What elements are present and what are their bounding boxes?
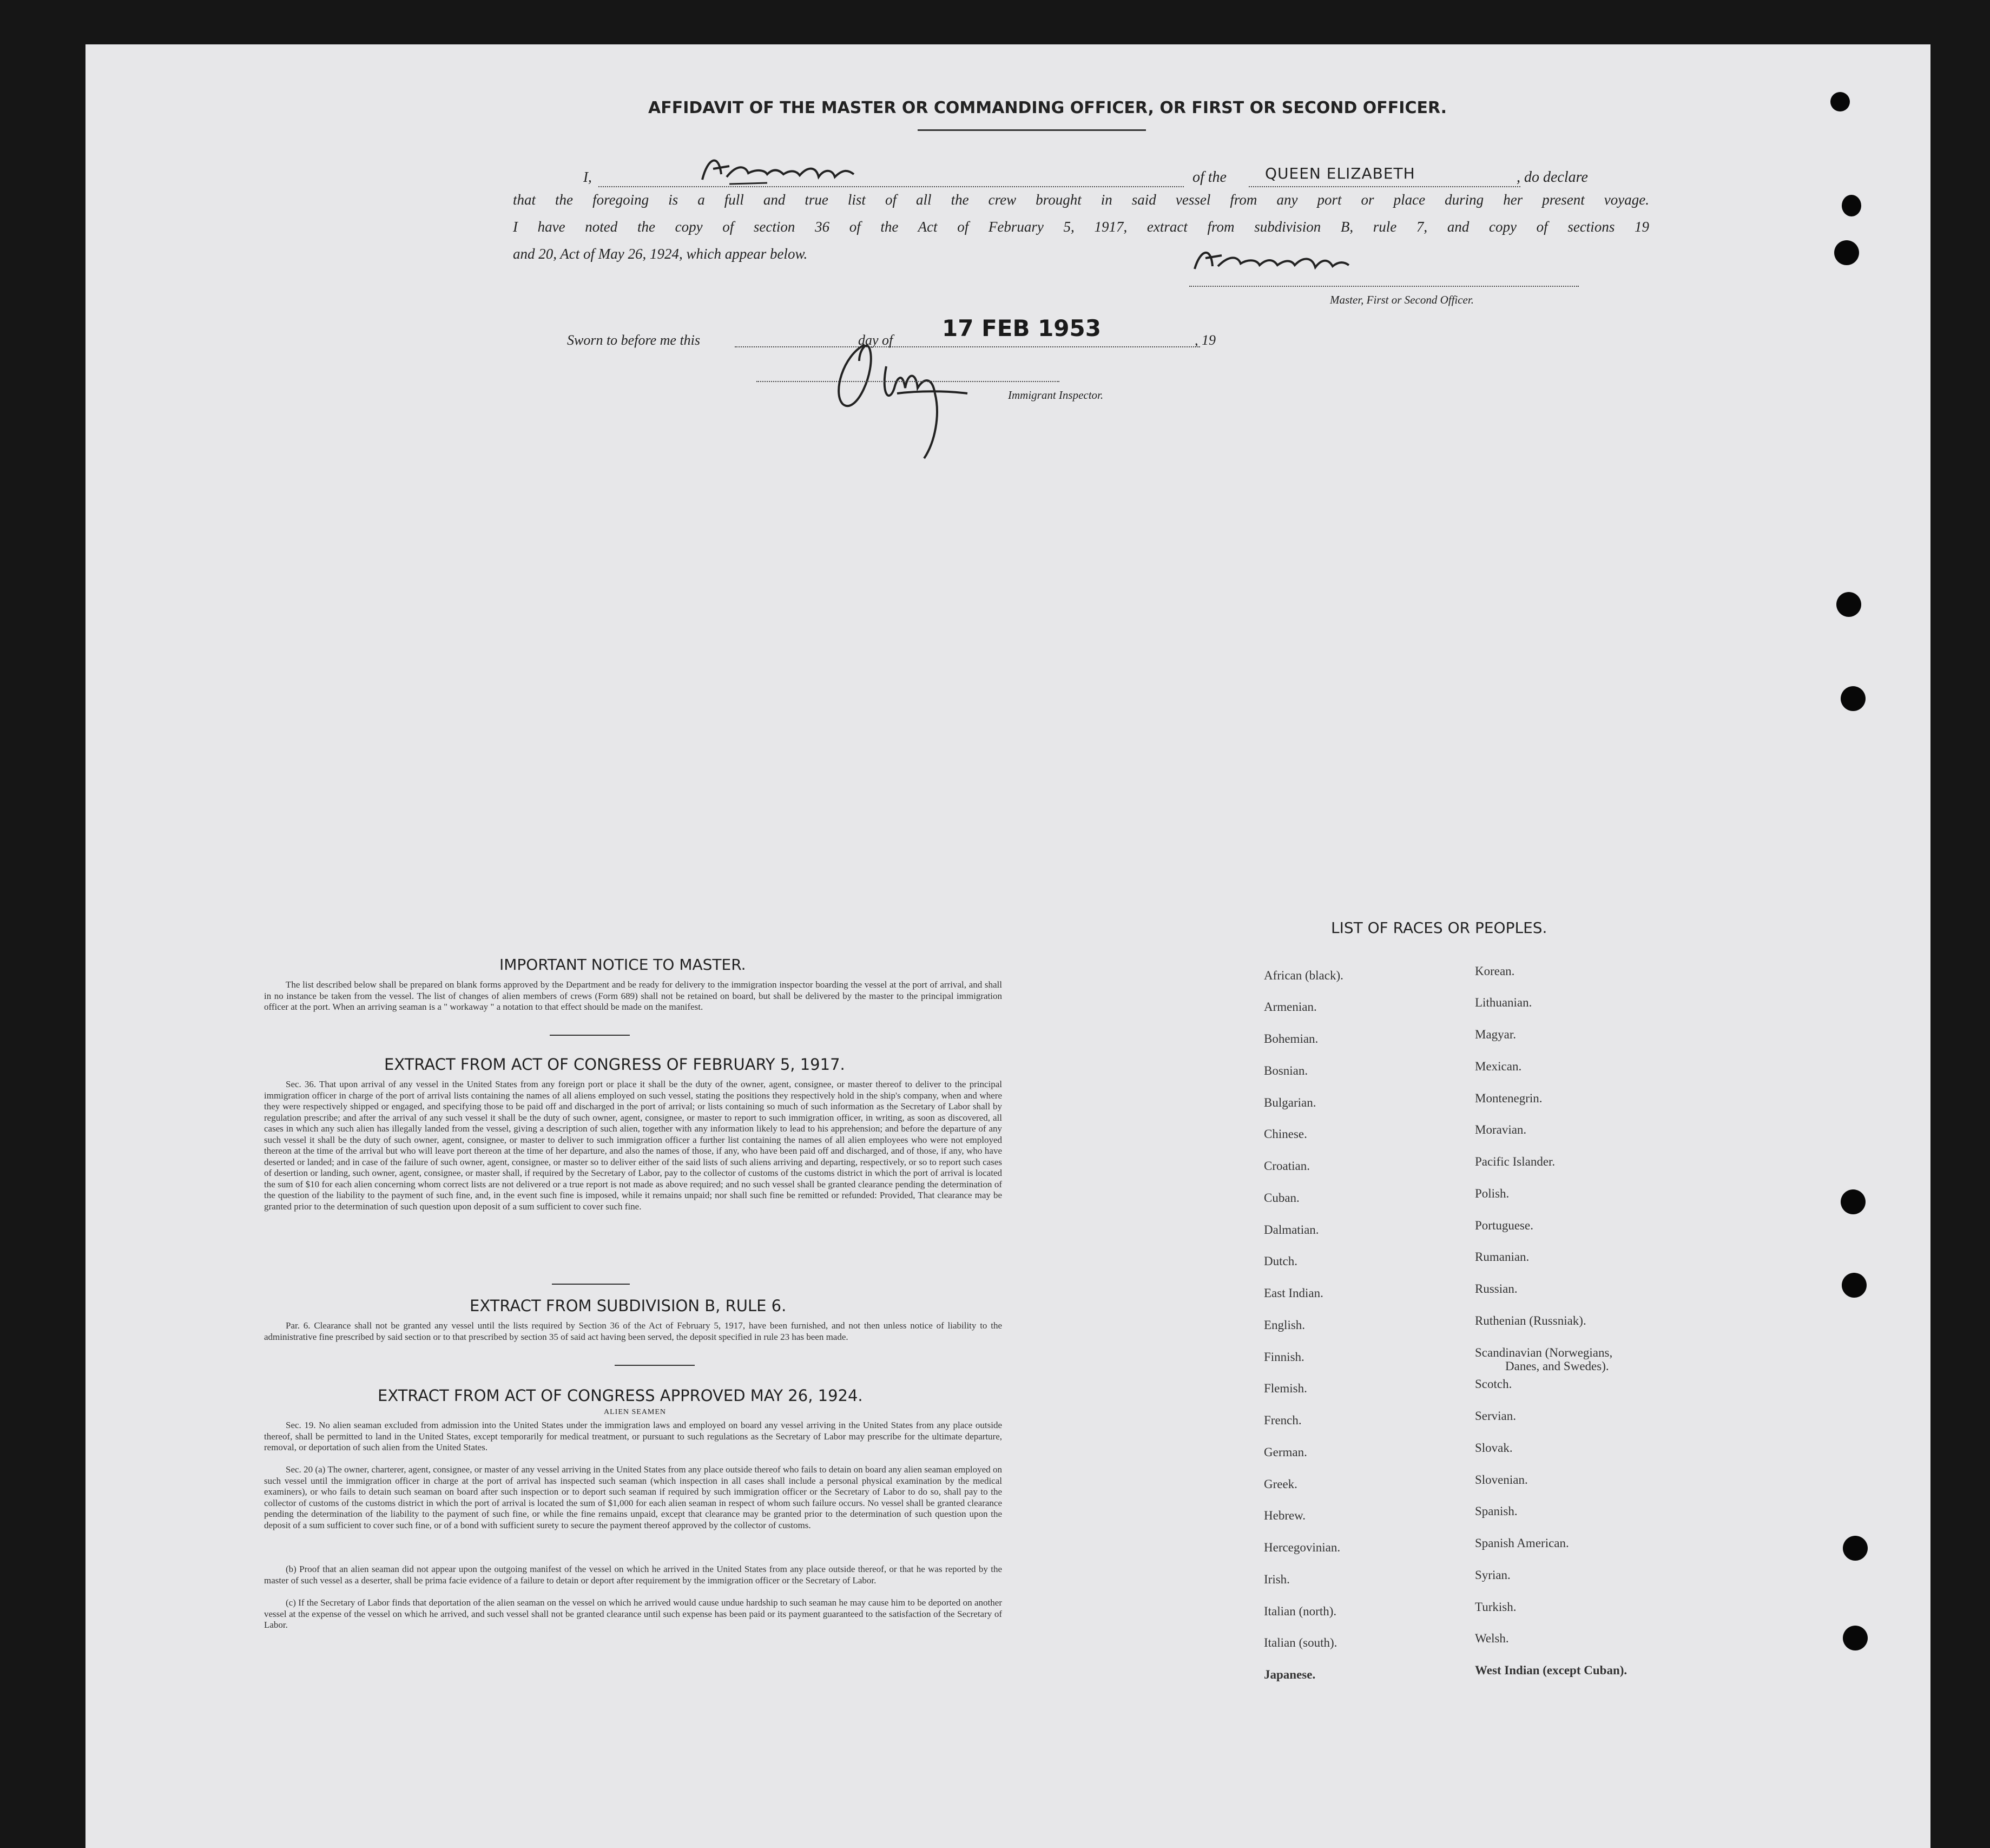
divider — [552, 1284, 630, 1285]
day-of: day of — [858, 332, 893, 348]
race-item: Servian. — [1475, 1409, 1517, 1423]
race-item: Japanese. — [1264, 1668, 1316, 1681]
extract-1917-body: Sec. 36. That upon arrival of any vessel in the United States from any foreign port or place it shall be the duty of the owner, agent, consignee, or master thereof to deliver to the principal immigration officer in charge of the port of arrival lists containing the names of all aliens employed on such vessel, stating the positions they respectively hold in the ship's company, when and where they were respectively shipped or engaged, and specifying those to be paid off and discharged in the port of arrival; or lists containing so much of such information as the Secretary of Labor shall by regulation prescribe; and after the arrival of any such vessel it shall be the duty of such owner, agent, consignee, or master to report to such immigration officer, in writing, as soon as discovered, all cases in which any such alien has illegally landed from the vessel, giving a description of such alien, together with any information likely to lead to his apprehension; and before the departure of any such vessel it shall be the duty of such owner, agent, consignee, or master to deliver to such immigration officer a further list containing the names of all alien employees who were not employed thereon at the time of the arrival but who will leave port thereon at the time of her departure, and also the names of those, if any, who have been paid off and discharged, and of those, if any, who have deserted or landed; and in case of the failure of such owner, agent, consignee, or master so to deliver either of the said lists of such aliens arriving and departing, respectively, or so to report such cases of desertion or landing, such owner, agent, consignee, or master shall, if required by the Secretary of Labor, pay to the collector of customs of the customs district in which the port of arrival is located the sum of $10 for each alien concerning whom correct lists are not delivered or a true report is not made as above required; and no such vessel shall be granted clearance pending the determination of the question of the liability to the payment of such fine, and, in the event such fine is imposed, while it remains unpaid; nor shall such fine be remitted or refunded: Provided, That clearance may be granted prior to the determination of such question upon deposit of a sum sufficient to cover such fine. — [264, 1079, 1002, 1212]
race-item: Ruthenian (Russniak). — [1475, 1314, 1586, 1327]
race-item: Turkish. — [1475, 1600, 1517, 1614]
race-item: Dalmatian. — [1264, 1223, 1319, 1237]
race-item: Dutch. — [1264, 1254, 1297, 1268]
binder-hole — [1843, 1536, 1868, 1561]
race-item: Danes, and Swedes). — [1505, 1359, 1609, 1373]
notice-body: The list described below shall be prepared on blank forms approved by the Department and be ready for delivery to the immigration inspector boarding the vessel at the port of arrival, and shall in no instance be taken from the vessel. The list of changes of alien members of crews (Form 689) shall not be retained on board, but shall be delivered by the master to the principal immigration officer at the port. When an arriving seaman is a " workaway " a notation to that effect should be made on the manifest. — [264, 979, 1002, 1012]
race-item: Chinese. — [1264, 1127, 1307, 1141]
affidavit-i: I, — [583, 169, 592, 185]
extract-1924-sec19: Sec. 19. No alien seaman excluded from admission into the United States under the immigration laws and employed on board any vessel arriving in the United States from any place outside thereof, shall be permitted to land in the United States, except temporarily for medical treatment, or pursuant to such regulations as the Secretary of Labor may prescribe for the ultimate departure, removal, or deportation of such alien from the United States. — [264, 1420, 1002, 1452]
race-item: Armenian. — [1264, 1000, 1317, 1014]
races-right-column — [1475, 964, 1756, 1722]
race-item: Finnish. — [1264, 1350, 1304, 1364]
race-item: East Indian. — [1264, 1286, 1323, 1300]
race-item: Montenegrin. — [1475, 1091, 1543, 1105]
extract-1917-title: EXTRACT FROM ACT OF CONGRESS OF FEBRUARY 5, 1917. — [384, 1055, 845, 1074]
master-signature — [1187, 239, 1511, 288]
race-item: Portuguese. — [1475, 1219, 1533, 1232]
affidavit-of-the: of the — [1192, 169, 1227, 186]
affidavit-line2: that the foregoing is a full and true list of all the crew brought in said vessel from any port or place during her present voyage. — [513, 192, 1649, 208]
binder-hole — [1836, 592, 1861, 617]
race-item: Flemish. — [1264, 1382, 1307, 1395]
race-item: Hercegovinian. — [1264, 1541, 1341, 1554]
race-item: Mexican. — [1475, 1060, 1522, 1073]
inspector-caption: Immigrant Inspector. — [1008, 389, 1104, 402]
race-item: Pacific Islander. — [1475, 1155, 1556, 1168]
binder-hole — [1842, 195, 1861, 216]
extract-1924-subtitle: ALIEN SEAMEN — [604, 1408, 667, 1416]
race-item: Scandinavian (Norwegians, — [1475, 1346, 1613, 1359]
race-item: Lithuanian. — [1475, 996, 1532, 1009]
race-item: German. — [1264, 1445, 1307, 1459]
race-item: Cuban. — [1264, 1191, 1300, 1205]
race-item: Bosnian. — [1264, 1064, 1308, 1077]
affidavit-line4: and 20, Act of May 26, 1924, which appear below. — [513, 246, 808, 262]
race-item: Bohemian. — [1264, 1032, 1319, 1045]
extract-1924-sec20b: (b) Proof that an alien seaman did not appear upon the outgoing manifest of the vessel on which he arrived in the United States from any place outside thereof, or that he was reported by the master of such vessel as a deserter, shall be prima facie evidence of a failure to detain or deport after requirement by the immigration officer or the Secretary of Labor. — [264, 1564, 1002, 1586]
affidavit-do-declare: , do declare — [1517, 169, 1588, 186]
race-item: African (black). — [1264, 969, 1343, 982]
vessel-name: QUEEN ELIZABETH — [1265, 165, 1415, 182]
binder-hole — [1842, 1273, 1867, 1298]
race-item: English. — [1264, 1318, 1306, 1332]
race-item: Syrian. — [1475, 1568, 1511, 1582]
extract-1924-title: EXTRACT FROM ACT OF CONGRESS APPROVED MAY 26, 1924. — [378, 1386, 863, 1405]
race-item: Greek. — [1264, 1477, 1297, 1491]
inspector-line — [756, 381, 1059, 382]
affidavit-title: AFFIDAVIT OF THE MASTER OR COMMANDING OFFICER, OR FIRST OR SECOND OFFICER. — [648, 98, 1447, 117]
race-item: Moravian. — [1475, 1123, 1527, 1136]
binder-hole — [1834, 240, 1859, 265]
binder-hole — [1841, 686, 1866, 711]
race-item: Magyar. — [1475, 1028, 1517, 1041]
title-underline — [918, 129, 1146, 131]
race-item: Spanish American. — [1475, 1536, 1569, 1550]
divider — [550, 1035, 630, 1036]
race-item: Polish. — [1475, 1187, 1510, 1200]
master-signature-line — [1189, 286, 1579, 287]
races-title: LIST OF RACES OR PEOPLES. — [1331, 919, 1547, 937]
race-item: Scotch. — [1475, 1377, 1512, 1391]
race-item: Croatian. — [1264, 1159, 1310, 1173]
extract-1924-sec20c: (c) If the Secretary of Labor finds that deportation of the alien seaman on the vessel on which he arrived would cause undue hardship to such seaman he may cause him to be deported on another vessel at the expense of the vessel on which he arrived, and such vessel shall not be granted clearance until such expense has been paid or its payment guaranteed to the satisfaction of the Secretary of Labor. — [264, 1597, 1002, 1630]
race-item: Korean. — [1475, 964, 1515, 978]
year-prefix: , 19 — [1195, 332, 1216, 348]
document-page — [85, 44, 1930, 1848]
extract-rule6-body: Par. 6. Clearance shall not be granted any vessel until the lists required by Section 36 of the Act of February 5, 1917, have been furnished, and not then unless notice of liability to the administrative fine prescribed by said section or to that prescribed by section 35 of said act having been served, the deposit specified in rule 23 has been made. — [264, 1320, 1002, 1342]
master-caption: Master, First or Second Officer. — [1330, 293, 1474, 306]
binder-hole — [1843, 1626, 1868, 1650]
races-left-column — [1264, 969, 1480, 1726]
race-item: Italian (north). — [1264, 1604, 1337, 1618]
race-item: Slovak. — [1475, 1441, 1513, 1455]
binder-hole — [1830, 92, 1850, 111]
sworn-prefix: Sworn to before me this — [567, 332, 701, 348]
notice-title: IMPORTANT NOTICE TO MASTER. — [499, 956, 746, 974]
race-item: Spanish. — [1475, 1504, 1518, 1518]
vessel-line — [1249, 186, 1520, 187]
race-item: Irish. — [1264, 1573, 1290, 1586]
race-item: Slovenian. — [1475, 1473, 1528, 1487]
extract-1924-sec20a: Sec. 20 (a) The owner, charterer, agent, consignee, or master of any vessel arriving in the United States from any place outside thereof who fails to detain on board any alien seaman employed on such vessel until the immigration officer in charge at the port of arrival has inspected such seaman (which inspection in all cases shall include a personal physical examination by the medical examiners), or who fails to detain such seaman on board after such inspection or to deport such seaman if required by such immigration officer or the Secretary of Labor to do so, shall pay to the collector of customs of the customs district in which the port of arrival is located the sum of $1,000 for each alien seaman in respect of whom such failure occurs. No vessel shall be granted clearance pending the determination of the liability to the payment of such fine, or while the fine remains unpaid, except that clearance may be granted prior to the determination of such question upon the deposit of a sum sufficient to cover such fine, or of a bond with sufficient surety to secure the payment thereof approved by the collector of customs. — [264, 1464, 1002, 1530]
race-item: French. — [1264, 1413, 1302, 1427]
race-item: Welsh. — [1475, 1632, 1509, 1645]
race-item: Italian (south). — [1264, 1636, 1337, 1649]
race-item: Russian. — [1475, 1282, 1518, 1295]
divider — [615, 1365, 695, 1366]
race-item: Rumanian. — [1475, 1250, 1530, 1264]
extract-rule6-title: EXTRACT FROM SUBDIVISION B, RULE 6. — [470, 1297, 787, 1315]
race-item: Hebrew. — [1264, 1509, 1306, 1522]
race-item: West Indian (except Cuban). — [1475, 1663, 1627, 1677]
binder-hole — [1841, 1189, 1866, 1214]
race-item: Bulgarian. — [1264, 1096, 1316, 1109]
affidavit-line3: I have noted the copy of section 36 of the Act of February 5, 1917, extract from subdivision B, rule 7, and copy of sections 19 — [513, 219, 1649, 235]
date-stamp: 17 FEB 1953 — [942, 315, 1101, 341]
